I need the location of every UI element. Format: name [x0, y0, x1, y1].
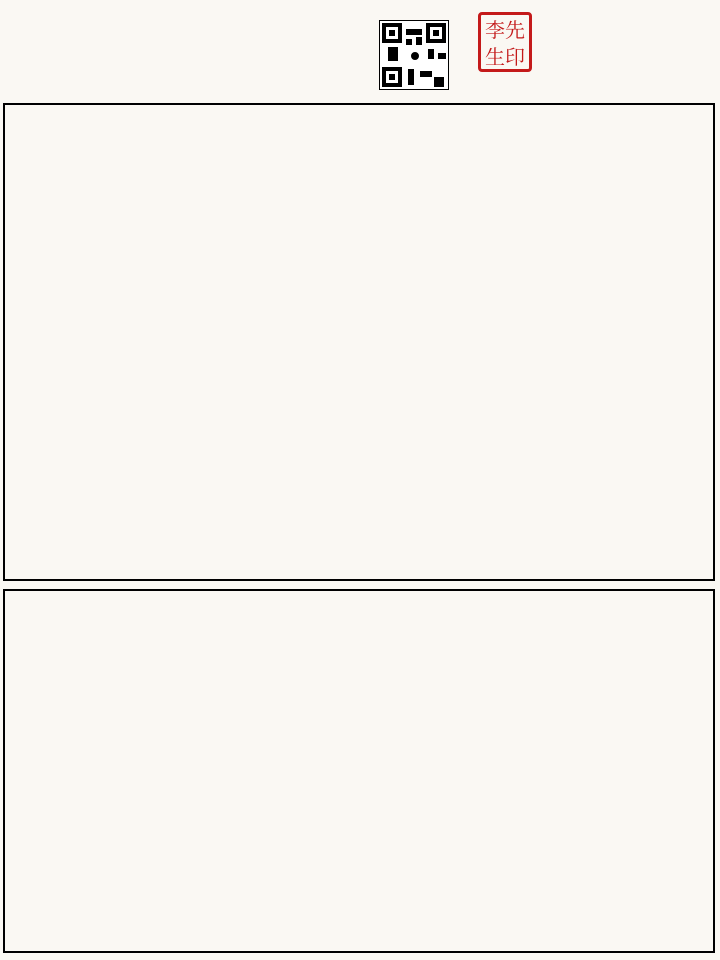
chart-grid	[3, 103, 715, 581]
qr-code-icon	[379, 20, 449, 90]
brand-logo	[478, 12, 708, 84]
annual-luck-table	[3, 589, 715, 953]
seal-stamp: 李先 生印	[478, 12, 532, 72]
